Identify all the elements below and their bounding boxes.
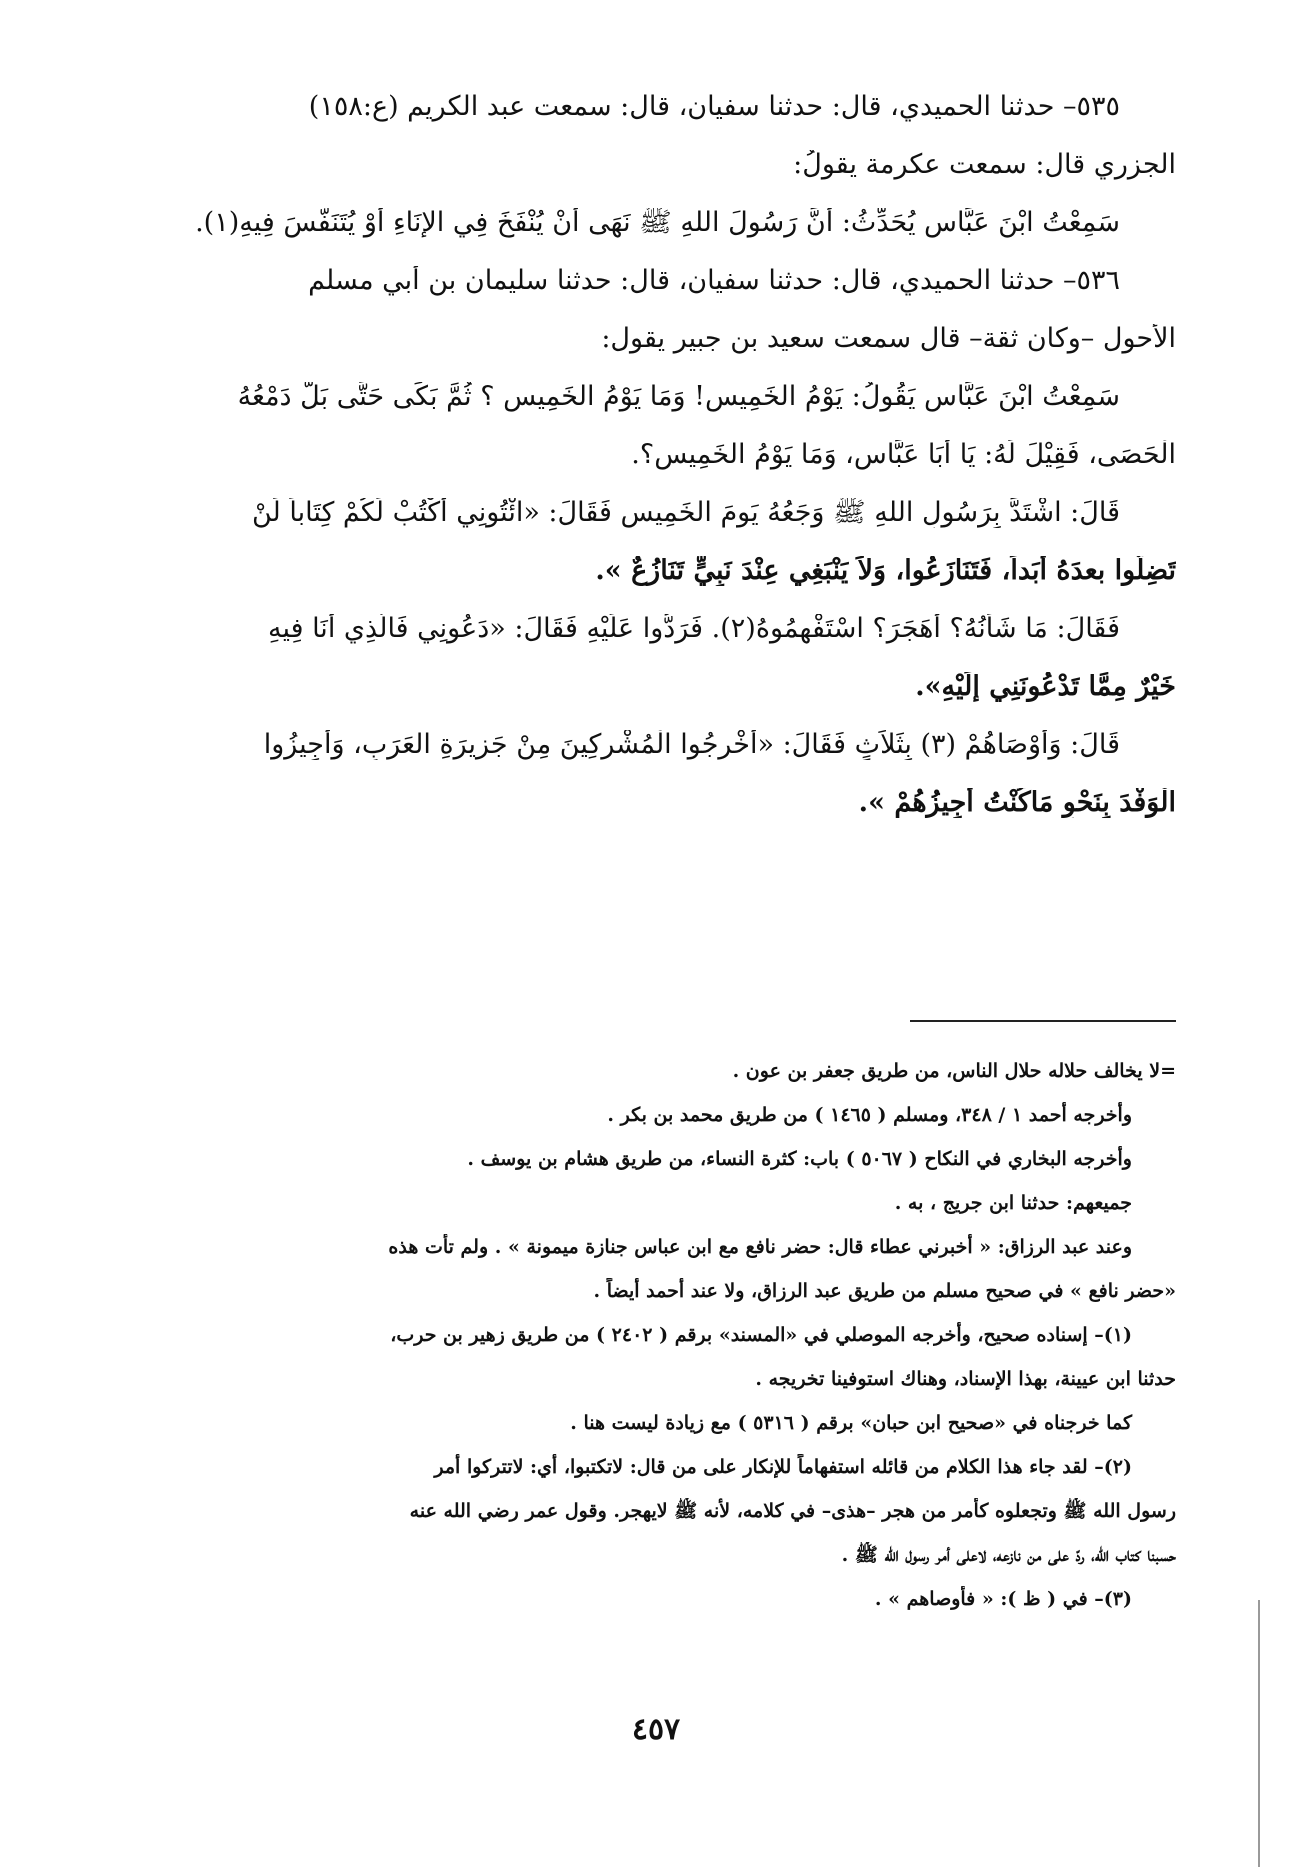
text-line: ٥٣٥– حدثنا الحميدي، قال: حدثنا سفيان، قال: سمعت عبد الكريم (ع:١٥٨) <box>308 92 1120 122</box>
footnote-line: وأخرجه البخاري في النكاح ( ٥٠٦٧ ) باب: كثرة النساء، من طريق هشام بن يوسف . <box>467 1148 1132 1170</box>
text-line: خَيْرٌ مِمَّا تَدْعُونَنِي إِلَيْهِ». <box>915 672 1176 702</box>
text-line: قَالَ: وَأَوْصَاهُمْ (٣) بِثَلاَثٍ فَقَالَ: «أَخْرِجُوا الْمُشْرِكِينَ مِنْ جَزِيرَةِ العَرَبِ، وَأَجِيزُوا <box>263 730 1120 760</box>
text-line: الجزري قال: سمعت عكرمة يقولُ: <box>793 150 1176 180</box>
footnote-line: (٣)– في ( ظ ): « فأوصاهم » . <box>874 1588 1132 1610</box>
footnote-line: جميعهم: حدثنا ابن جريج ، به . <box>894 1192 1132 1214</box>
scan-margin-line <box>1258 1600 1260 1867</box>
footnote-line: =لا يخالف حلاله حلال الناس، من طريق جعفر بن عون . <box>732 1060 1176 1082</box>
text-line: الأحول –وكان ثقة– قال سمعت سعيد بن جبير يقول: <box>601 324 1176 354</box>
text-line: قَالَ: اشْتَدَّ بِرَسُولِ اللهِ ﷺ وَجَعُهُ يَومَ الخَمِيسِ فَقَالَ: «ائْتُونِي أَكْتُبْ لَكُمْ كِتَاباً لَنْ <box>252 498 1120 528</box>
text-line: ٥٣٦– حدثنا الحميدي، قال: حدثنا سفيان، قال: حدثنا سليمان بن أبي مسلم <box>308 266 1120 296</box>
text-line: سَمِعْتُ ابْنَ عَبَّاسٍ يُحَدِّثُ: أَنَّ رَسُولَ اللهِ ﷺ نَهَى أَنْ يُنْفَخَ فِي الإِنَاءِ أَوْ يُتَنَفَّسَ فِيهِ(١). <box>195 208 1120 238</box>
footnote-line: «حضر نافع » في صحيح مسلم من طريق عبد الرزاق، ولا عند أحمد أيضاً . <box>593 1280 1176 1302</box>
footnote-line: وعند عبد الرزاق: « أخبرني عطاء قال: حضر نافع مع ابن عباس جنازة ميمونة » . ولم تأت هذه <box>388 1236 1132 1258</box>
footnote-line: وأخرجه أحمد ١ / ٣٤٨، ومسلم ( ١٤٦٥ ) من طريق محمد بن بكر . <box>607 1104 1132 1126</box>
footnotes <box>130 1058 1176 1630</box>
footnote-line: حسبنا كتاب الله، ردّ على من نازعه، لاعلى أمر رسول الله ﷺ . <box>841 1544 1176 1566</box>
footnote-line: كما خرجناه في «صحيح ابن حبان» برقم ( ٥٣١٦ ) مع زيادة ليست هنا . <box>570 1412 1132 1434</box>
main-text <box>130 92 1176 846</box>
text-line: سَمِعْتُ ابْنَ عَبَّاسٍ يَقُولُ: يَوْمُ الخَمِيسِ! وَمَا يَوْمُ الخَمِيسِ ؟ ثُمَّ بَكَى حَتَّى بَلَّ دَمْعُهُ <box>237 382 1120 412</box>
footnote-line: (١)– إسناده صحيح، وأخرجه الموصلي في «المسند» برقم ( ٢٤٠٢ ) من طريق زهير بن حرب، <box>390 1324 1132 1346</box>
page-number: ٤٥٧ <box>631 1712 681 1747</box>
text-line: تَضِلُّوا بعدَهُ أَبَداً، فَتَنَازَعُوا، وَلاَ يَنْبَغِي عِنْدَ نَبِيٍّ تَنَازُعٌ ». <box>595 556 1176 586</box>
footnote-line: حدثنا ابن عيينة، بهذا الإسناد، وهناك استوفينا تخريجه . <box>755 1368 1176 1390</box>
footnote-separator <box>910 1020 1176 1022</box>
footnote-line: (٢)– لقد جاء هذا الكلام من قائله استفهاماً للإنكار على من قال: لاتكتبوا، أي: لاتتركوا أمر <box>434 1456 1132 1478</box>
text-line: الْحَصَى، فَقِيْلَ لَهُ: يَا أَبَا عَبَّاسٍ، وَمَا يَوْمُ الخَمِيسِ؟. <box>631 440 1176 470</box>
text-line: فَقَالَ: مَا شَأْنُهُ؟ أَهَجَرَ؟ اسْتَفْهِمُوهُ(٢). فَرَدُّوا عَلَيْهِ فَقَالَ: «دَعُونِي فَالَّذِي أَنَا فِيهِ <box>267 614 1120 644</box>
footnote-line: رسول الله ﷺ وتجعلوه كأمر من هجر –هذى– في كلامه، لأنه ﷺ لايهجر. وقول عمر رضي الله عنه <box>409 1500 1176 1522</box>
text-line: الْوَفْدَ بِنَحْوِ مَاكُنْتُ أُجِيزُهُمْ ». <box>858 788 1176 818</box>
